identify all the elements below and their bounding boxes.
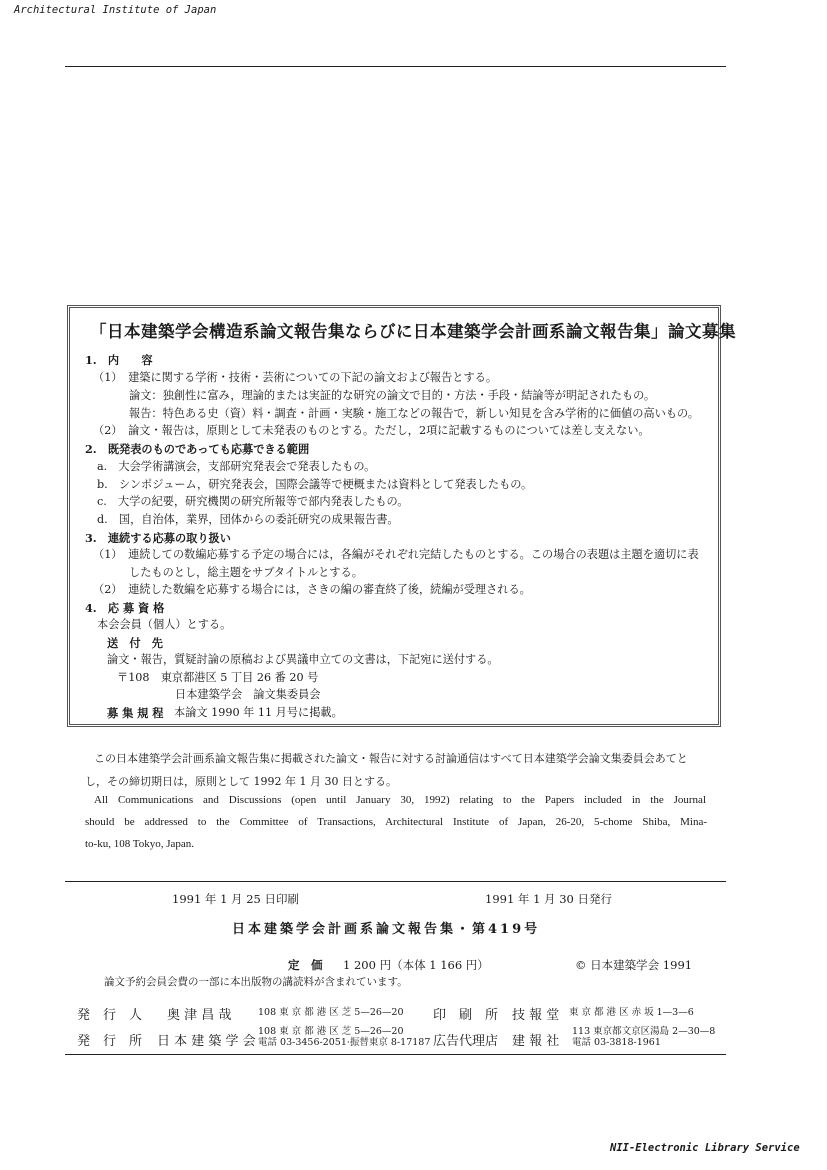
price: 1 200 円（本体 1 166 円） — [343, 958, 489, 972]
publisher-label: 発 行 人 — [77, 1008, 143, 1023]
section-2: 2. 既発表のものであっても応募できる範囲 — [85, 442, 310, 456]
section-4: 4. 応 募 資 格 — [85, 601, 165, 615]
item-3-2: （2） 連続した数編を応募する場合には，さきの編の審査終了後，続編が受理される。 — [93, 583, 531, 596]
rules-text: 本論文 1990 年 11 月号に掲載。 — [174, 706, 343, 719]
issuer-address: 108 東 京 都 港 区 芝 5—26—20 — [258, 1026, 404, 1037]
item-1-houkoku: 報告：特色ある史（資）料・調査・計画・実験・施工などの報告で，新しい知見を含み学術的に価値の高いもの。 — [129, 407, 699, 420]
section-1: 1. 内 容 — [85, 353, 153, 367]
item-4-member: 本会会員（個人）とする。 — [97, 618, 232, 631]
journal-title: 日本建築学会計画系論文報告集・第419号 — [232, 922, 541, 937]
ad-agency-name: 建 報 社 — [512, 1034, 560, 1049]
issuer-name: 日 本 建 築 学 会 — [157, 1034, 256, 1049]
print-date: 1991 年 1 月 25 日印刷 — [172, 892, 299, 906]
printer-name: 技 報 堂 — [512, 1008, 560, 1023]
copyright: © 日本建築学会 1991 — [575, 958, 693, 972]
issue-date: 1991 年 1 月 30 日発行 — [485, 892, 612, 906]
issuer-phone: 電話 03-3456-2051·振替東京 8-17187 — [258, 1037, 431, 1048]
item-1-ronbun: 論文：独創性に富み，理論的または実証的な研究の論文で目的・方法・手段・結論等が明記されたもの。 — [129, 389, 656, 402]
item-3-1: （1） 連続しての数編応募する予定の場合には，各編がそれぞれ完結したものとする。この場合の表題は主題を適切に表 — [93, 548, 699, 561]
publisher-address: 108 東 京 都 港 区 芝 5—26—20 — [258, 1007, 404, 1018]
item-3-1-cont: したものとし，総主題をサブタイトルとする。 — [129, 566, 363, 579]
discussion-en-3: to-ku, 108 Tokyo, Japan. — [85, 838, 195, 850]
publisher-name: 奥 津 昌 哉 — [167, 1008, 232, 1023]
rules-label: 募 集 規 程 — [107, 706, 164, 720]
discussion-jp-2: し，その締切期日は，原則として 1992 年 1 月 30 日とする。 — [85, 775, 397, 788]
ad-agency-label: 広告代理店 — [433, 1034, 499, 1049]
printer-label: 印 刷 所 — [433, 1008, 499, 1023]
price-label: 定 価 — [288, 958, 323, 972]
item-1-2: （2） 論文・報告は，原則として未発表のものとする。ただし，2項に記載するものについては差し支えない。 — [93, 424, 650, 437]
issuer-label: 発 行 所 — [77, 1034, 143, 1049]
discussion-jp-1: この日本建築学会計画系論文報告集に掲載された論文・報告に対する討論通信はすべて日本建築学会論文集委員会あてと — [94, 752, 688, 765]
footer-service: NII-Electronic Library Service — [610, 1142, 800, 1154]
send-to-label: 送 付 先 — [107, 636, 163, 650]
item-2c: c. 大学の紀要，研究機関の研究所報等で部内発表したもの。 — [97, 495, 409, 508]
colophon-bottom-rule — [65, 1054, 726, 1055]
item-2d: d. 国，自治体，業界，団体からの委託研究の成果報告書。 — [97, 513, 399, 526]
notice-title: 「日本建築学会構造系論文報告集ならびに日本建築学会計画系論文報告集」論文募集 — [90, 322, 736, 341]
member-note: 論文予約会員会費の一部に本出版物の講読料が含まれています。 — [104, 976, 408, 988]
printer-address: 東 京 都 港 区 赤 坂 1—3—6 — [569, 1007, 694, 1018]
section-3: 3. 連続する応募の取り扱い — [85, 531, 231, 545]
send-to-address: 〒108 東京都港区 5 丁目 26 番 20 号 — [117, 671, 319, 684]
send-to-text: 論文・報告，質疑討論の原稿および異議申立ての文書は，下記宛に送付する。 — [107, 653, 499, 666]
top-rule — [65, 66, 726, 67]
colophon-top-rule — [65, 881, 726, 882]
header-org: Architectural Institute of Japan — [14, 4, 217, 16]
send-to-committee: 日本建築学会 論文集委員会 — [175, 688, 321, 701]
item-2a: a. 大会学術講演会，支部研究発表会で発表したもの。 — [97, 460, 376, 473]
ad-agency-address: 113 東京都文京区湯島 2—30—8 — [572, 1026, 716, 1037]
ad-agency-phone: 電話 03-3818-1961 — [572, 1037, 661, 1048]
discussion-en-1: All Communications and Discussions (open until January 30, 1992) relating to the Papers included in the Journal — [94, 794, 706, 806]
item-1-1: （1） 建築に関する学術・技術・芸術についての下記の論文および報告とする。 — [93, 371, 498, 384]
item-2b: b. シンポジューム，研究発表会，国際会議等で梗概または資料として発表したもの。 — [97, 478, 533, 491]
discussion-en-2: should be addressed to the Committee of Transactions, Architectural Institute of Japan, 26-20, 5-chome Shiba, Mina- — [85, 816, 707, 828]
